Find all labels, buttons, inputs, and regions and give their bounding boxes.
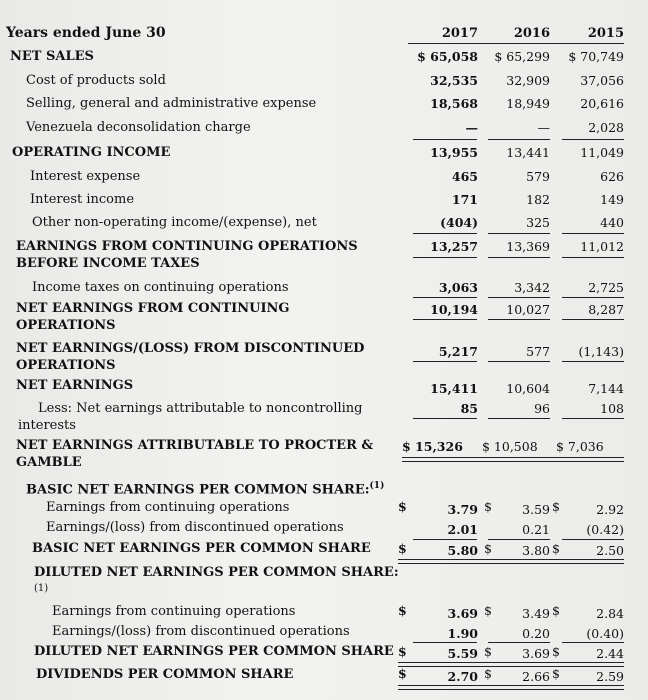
cell-2016: 13,441 [506, 145, 550, 160]
cell-2015: (0.42) [586, 522, 624, 537]
cell-2016: 32,909 [506, 73, 550, 88]
cell-2017: 5.80 [447, 543, 478, 558]
cell-2016: 3.80 [522, 543, 550, 558]
row-label: NET EARNINGS ATTRIBUTABLE TO PROCTER & [16, 438, 374, 453]
cell-2017: — [465, 120, 478, 135]
section-heading [26, 478, 384, 498]
row-label: NET SALES [10, 49, 94, 64]
cell-2017: 10,194 [430, 302, 478, 317]
underline [562, 297, 624, 298]
cell-2016: 577 [526, 344, 550, 359]
underline [413, 257, 477, 258]
cell-2017: 171 [451, 192, 478, 207]
underline [413, 319, 477, 320]
cell-2015: 626 [600, 169, 624, 184]
underline [413, 297, 477, 298]
footnote-ref: (1) [369, 481, 385, 491]
row-label: Venezuela deconsolidation charge [26, 120, 251, 135]
basic-eps-heading: BASIC NET EARNINGS PER COMMON SHARE: [26, 482, 370, 498]
underline [413, 642, 477, 643]
cell-2016: 10,604 [506, 381, 550, 396]
cell-2016: — [537, 120, 550, 135]
cell-2016: 182 [526, 192, 550, 207]
underline [562, 642, 624, 643]
cell-2017: 2.01 [447, 522, 478, 537]
cell-2015: 149 [600, 192, 624, 207]
cell-2016: 579 [526, 169, 550, 184]
dollar-sign: $ [552, 644, 560, 659]
cell-2016: $ 65,299 [494, 49, 550, 64]
dollar-sign: $ [552, 603, 560, 618]
row-label-cont: OPERATIONS [16, 318, 116, 333]
cell-2015: 108 [600, 401, 624, 416]
cell-2015: 20,616 [580, 96, 624, 111]
row-label: Interest income [30, 192, 135, 207]
underline [488, 539, 550, 540]
row-label: Selling, general and administrative expense [26, 96, 317, 111]
header-label: Years ended June 30 [6, 25, 166, 41]
dollar-sign: $ [398, 499, 407, 514]
underline [562, 319, 624, 320]
cell-2015: 11,012 [580, 239, 624, 254]
underline [413, 418, 477, 419]
underline [562, 361, 624, 362]
underline [488, 361, 550, 362]
cell-2016: 10,027 [506, 302, 550, 317]
row-label-cont: OPERATIONS [16, 358, 116, 373]
cell-2016: $ 10,508 [482, 439, 538, 454]
dollar-sign: $ [398, 603, 407, 618]
row-label: NET EARNINGS [16, 378, 134, 393]
double-underline [398, 662, 624, 667]
row-label: Earnings from continuing operations [52, 604, 296, 619]
cell-2016: 2.66 [522, 669, 550, 684]
underline [488, 257, 550, 258]
underline [488, 139, 550, 140]
cell-2017: 3,063 [438, 280, 478, 295]
row-label-cont: GAMBLE [16, 455, 82, 470]
dollar-sign: $ [398, 644, 407, 659]
cell-2015: 2,028 [588, 120, 624, 135]
year-2016: 2016 [513, 26, 550, 41]
cell-2016: 13,369 [506, 239, 550, 254]
header-underline [408, 43, 624, 44]
row-label: Earnings from continuing operations [46, 500, 290, 515]
double-underline [398, 559, 624, 564]
cell-2016: 325 [526, 215, 550, 230]
dollar-sign: $ [484, 666, 492, 681]
cell-2017: 13,257 [430, 239, 478, 254]
row-label: BASIC NET EARNINGS PER COMMON SHARE [32, 541, 371, 556]
cell-2017: 18,568 [430, 96, 478, 111]
row-label: EARNINGS FROM CONTINUING OPERATIONS [16, 239, 358, 254]
cell-2016: 18,949 [506, 96, 550, 111]
row-label: Earnings/(loss) from discontinued operations [46, 520, 344, 535]
cell-2015: 2.50 [596, 543, 624, 558]
row-label: NET EARNINGS/(LOSS) FROM DISCONTINUED [16, 341, 365, 356]
cell-2017: 85 [460, 401, 478, 416]
cell-2016: 3.69 [522, 646, 550, 661]
dollar-sign: $ [484, 541, 492, 556]
cell-2017: 5.59 [447, 646, 478, 661]
double-underline [398, 685, 624, 690]
row-label: DIVIDENDS PER COMMON SHARE [36, 667, 294, 682]
row-label-cont: BEFORE INCOME TAXES [16, 256, 200, 271]
cell-2015: 2,725 [588, 280, 624, 295]
cell-2016: 0.20 [522, 626, 550, 641]
double-underline [402, 457, 624, 462]
underline [488, 233, 550, 234]
cell-2017: (404) [440, 215, 478, 230]
underline [413, 361, 477, 362]
underline [488, 297, 550, 298]
underline [413, 539, 477, 540]
dollar-sign: $ [552, 499, 560, 514]
underline [488, 418, 550, 419]
cell-2016: 0.21 [522, 522, 550, 537]
underline [562, 539, 624, 540]
cell-2017: 2.70 [447, 669, 478, 684]
row-label: OPERATING INCOME [12, 145, 171, 160]
underline [488, 319, 550, 320]
underline [562, 139, 624, 140]
cell-2016: 3.59 [522, 502, 550, 517]
row-label: Cost of products sold [26, 73, 166, 88]
underline [488, 642, 550, 643]
cell-2017: 5,217 [438, 344, 478, 359]
cell-2017: 13,955 [430, 145, 478, 160]
cell-2015: 2.92 [596, 502, 624, 517]
cell-2017: 15,411 [430, 381, 478, 396]
cell-2015: $ 70,749 [568, 49, 624, 64]
row-label: Earnings/(loss) from discontinued operations [52, 624, 350, 639]
dollar-sign: $ [552, 541, 560, 556]
cell-2015: 2.59 [596, 669, 624, 684]
row-label-cont: interests [18, 418, 76, 433]
row-label: Less: Net earnings attributable to noncontrolling [38, 401, 363, 416]
underline [562, 257, 624, 258]
cell-2015: 37,056 [580, 73, 624, 88]
cell-2015: 440 [600, 215, 624, 230]
cell-2015: 11,049 [580, 145, 624, 160]
row-label: Income taxes on continuing operations [32, 280, 289, 295]
year-2015: 2015 [587, 26, 624, 41]
dollar-sign: $ [552, 666, 560, 681]
cell-2015: 2.84 [596, 606, 624, 621]
cell-2017: $ 15,326 [402, 439, 463, 454]
dollar-sign: $ [484, 644, 492, 659]
cell-2017: 3.79 [447, 502, 478, 517]
year-2017: 2017 [441, 26, 478, 41]
row-label: NET EARNINGS FROM CONTINUING [16, 301, 290, 316]
cell-2016: 3,342 [514, 280, 550, 295]
row-label: Interest expense [30, 169, 141, 184]
cell-2017: 1.90 [447, 626, 478, 641]
cell-2017: 465 [451, 169, 478, 184]
cell-2017: $ 65,058 [417, 49, 478, 64]
cell-2015: 8,287 [588, 302, 624, 317]
cell-2015: 7,144 [588, 381, 624, 396]
cell-2017: 3.69 [447, 606, 478, 621]
underline [413, 233, 477, 234]
dollar-sign: $ [398, 541, 407, 556]
cell-2015: (0.40) [586, 626, 624, 641]
cell-2015: (1,143) [578, 344, 624, 359]
row-label: DILUTED NET EARNINGS PER COMMON SHARE [34, 644, 394, 659]
cell-2015: 2.44 [596, 646, 624, 661]
cell-2015: $ 7,036 [556, 439, 604, 454]
cell-2017: 32,535 [430, 73, 478, 88]
dollar-sign: $ [484, 603, 492, 618]
row-label: Other non-operating income/(expense), net [32, 215, 317, 230]
underline [562, 233, 624, 234]
dollar-sign: $ [484, 499, 492, 514]
underline [413, 139, 477, 140]
underline [562, 418, 624, 419]
dil-eps-heading: DILUTED NET EARNINGS PER COMMON SHARE: [34, 565, 399, 580]
cell-2016: 96 [534, 401, 550, 416]
cell-2016: 3.49 [522, 606, 550, 621]
footnote-ref: (1) [34, 583, 49, 594]
dollar-sign: $ [398, 666, 407, 681]
